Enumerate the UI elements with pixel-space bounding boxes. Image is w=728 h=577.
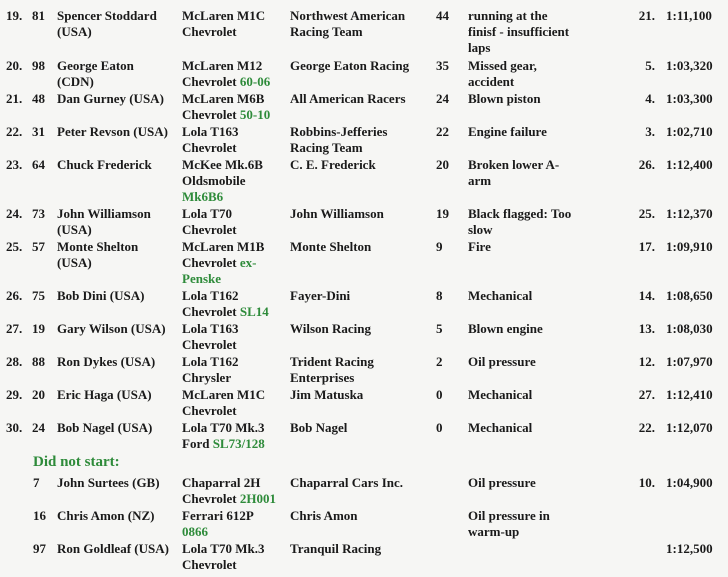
driver-cell-line: Ron Dykes (USA) (57, 354, 156, 369)
chassis-number: 2H001 (239, 491, 277, 506)
laps-completed: 24 (436, 91, 449, 106)
car-cell (182, 239, 290, 287)
retirement-reason-line: Oil pressure (468, 354, 536, 369)
car-model-text: Chevrolet (182, 222, 237, 237)
driver-cell-line: John Surtees (GB) (57, 475, 160, 490)
driver-cell-line: Monte Shelton (57, 239, 139, 254)
driver-cell-line: Chris Amon (NZ) (57, 508, 155, 523)
chassis-number: 0866 (182, 524, 208, 539)
finish-position: 21. (6, 91, 23, 106)
car-number: 57 (32, 239, 45, 254)
entrant-cell (290, 508, 435, 524)
retirement-reason-line: Oil pressure (468, 475, 536, 490)
entrant-cell-line: George Eaton Racing (290, 58, 410, 73)
driver-cell (57, 206, 181, 238)
finish-position: 22. (6, 124, 23, 139)
car-cell (182, 475, 290, 507)
retirement-reason-line: arm (468, 173, 492, 188)
entrant-cell-line: Bob Nagel (290, 420, 348, 435)
retirement-reason (468, 508, 588, 540)
qualifying-time: 1:02,710 (666, 124, 713, 139)
car-cell (182, 541, 290, 573)
entrant-cell-line: Chaparral Cars Inc. (290, 475, 404, 490)
car-cell (182, 288, 290, 320)
entrant-cell-line: Racing Team (290, 24, 363, 39)
car-line (182, 140, 290, 156)
grid-position: 4. (645, 91, 655, 106)
finish-position: 23. (6, 157, 23, 172)
car-line (182, 475, 290, 491)
laps-completed: 19 (436, 206, 449, 221)
car-cell (182, 508, 290, 540)
entrant-cell (290, 288, 435, 304)
driver-cell (57, 354, 181, 370)
grid-position: 22. (638, 420, 655, 435)
car-line (182, 239, 290, 255)
car-cell (182, 387, 290, 419)
driver-cell (57, 124, 181, 140)
retirement-reason (468, 475, 588, 491)
retirement-reason-line: Engine failure (468, 124, 547, 139)
car-line (182, 524, 290, 540)
car-number: 16 (33, 508, 46, 523)
car-number: 20 (32, 387, 45, 402)
finish-position: 27. (6, 321, 23, 336)
retirement-reason-line: Missed gear, (468, 58, 537, 73)
qualifying-time: 1:12,400 (666, 157, 713, 172)
car-model-text: Lola T163 (182, 124, 239, 139)
car-number: 98 (32, 58, 45, 73)
finish-position: 26. (6, 288, 23, 303)
driver-cell (57, 58, 181, 90)
entrant-cell (290, 124, 435, 156)
car-line (182, 387, 290, 403)
driver-cell-line: (USA) (57, 222, 92, 237)
car-line (182, 222, 290, 238)
entrant-cell (290, 58, 435, 74)
grid-position: 21. (638, 8, 655, 23)
retirement-reason-line: Broken lower A- (468, 157, 560, 172)
entrant-cell (290, 157, 435, 173)
entrant-cell (290, 475, 435, 491)
driver-cell-line: John Williamson (57, 206, 151, 221)
qualifying-time: 1:07,970 (666, 354, 713, 369)
finish-position: 24. (6, 206, 23, 221)
car-model-text: McLaren M1B (182, 239, 265, 254)
driver-cell-line: Peter Revson (USA) (57, 124, 168, 139)
car-line (182, 403, 290, 419)
qualifying-time: 1:12,070 (666, 420, 713, 435)
retirement-reason (468, 321, 588, 337)
entrant-cell-line: Monte Shelton (290, 239, 372, 254)
car-line (182, 304, 290, 320)
retirement-reason-line: warm-up (468, 524, 520, 539)
car-model-text: Lola T70 Mk.3 (182, 541, 265, 556)
car-number: 97 (33, 541, 46, 556)
car-model-text: Chevrolet (182, 557, 237, 572)
retirement-reason-line: running at the (468, 8, 548, 23)
car-number: 88 (32, 354, 45, 369)
car-line (182, 288, 290, 304)
finish-position: 19. (6, 8, 23, 23)
retirement-reason (468, 239, 588, 255)
car-line (182, 354, 290, 370)
entrant-cell (290, 387, 435, 403)
finish-position: 28. (6, 354, 23, 369)
laps-completed: 22 (436, 124, 449, 139)
laps-completed: 9 (436, 239, 443, 254)
car-line (182, 58, 290, 74)
driver-cell (57, 420, 181, 436)
qualifying-time: 1:08,030 (666, 321, 713, 336)
driver-cell-line: Bob Nagel (USA) (57, 420, 153, 435)
car-line (182, 206, 290, 222)
car-model-text: Ford (182, 436, 213, 451)
driver-cell-line: (USA) (57, 255, 92, 270)
qualifying-time: 1:11,100 (666, 8, 712, 23)
car-cell (182, 124, 290, 156)
chassis-number: 60-06 (239, 74, 271, 89)
retirement-reason-line: Oil pressure in (468, 508, 550, 523)
retirement-reason-line: Blown engine (468, 321, 543, 336)
retirement-reason (468, 58, 588, 90)
laps-completed: 44 (436, 8, 449, 23)
driver-cell-line: Eric Haga (USA) (57, 387, 152, 402)
driver-cell (57, 475, 181, 491)
car-model-text: Oldsmobile (182, 173, 246, 188)
retirement-reason-line: Black flagged: Too (468, 206, 572, 221)
driver-cell (57, 239, 181, 271)
entrant-cell-line: Robbins-Jefferies (290, 124, 388, 139)
car-line (182, 436, 290, 452)
car-cell (182, 58, 290, 90)
car-cell (182, 157, 290, 205)
retirement-reason (468, 157, 588, 189)
car-line (182, 173, 290, 189)
grid-position: 10. (638, 475, 655, 490)
entrant-cell (290, 206, 435, 222)
retirement-reason-line: Mechanical (468, 387, 533, 402)
car-model-text: Chevrolet (182, 491, 240, 506)
entrant-cell-line: Northwest American (290, 8, 406, 23)
entrant-cell-line: Tranquil Racing (290, 541, 382, 556)
retirement-reason-line: laps (468, 40, 491, 55)
retirement-reason (468, 288, 588, 304)
car-model-text: Chaparral 2H (182, 475, 261, 490)
car-number: 81 (32, 8, 45, 23)
qualifying-time: 1:12,410 (666, 387, 713, 402)
driver-cell-line: Spencer Stoddard (57, 8, 157, 23)
entrant-cell (290, 354, 435, 386)
car-line (182, 541, 290, 557)
qualifying-time: 1:08,650 (666, 288, 713, 303)
car-model-text: Lola T162 (182, 354, 239, 369)
qualifying-time: 1:12,500 (666, 541, 713, 556)
chassis-number: 50-10 (239, 107, 271, 122)
laps-completed: 0 (436, 387, 443, 402)
retirement-reason (468, 206, 588, 238)
car-model-text: Chevrolet (182, 304, 240, 319)
grid-position: 25. (638, 206, 655, 221)
grid-position: 14. (638, 288, 655, 303)
car-cell (182, 321, 290, 353)
driver-cell (57, 387, 181, 403)
car-number: 48 (32, 91, 45, 106)
entrant-cell-line: Wilson Racing (290, 321, 372, 336)
grid-position: 3. (645, 124, 655, 139)
driver-cell (57, 541, 181, 557)
grid-position: 26. (638, 157, 655, 172)
car-line (182, 321, 290, 337)
laps-completed: 35 (436, 58, 449, 73)
car-model-text: McLaren M12 (182, 58, 263, 73)
chassis-number: SL14 (239, 304, 269, 319)
car-line (182, 124, 290, 140)
driver-cell-line: (USA) (57, 24, 92, 39)
driver-cell-line: (CDN) (57, 74, 94, 89)
car-model-text: Lola T162 (182, 288, 239, 303)
car-line (182, 8, 290, 24)
qualifying-time: 1:03,300 (666, 91, 713, 106)
car-line (182, 157, 290, 173)
driver-cell (57, 321, 181, 337)
car-model-text: Chevrolet (182, 255, 240, 270)
qualifying-time: 1:04,900 (666, 475, 713, 490)
qualifying-time: 1:12,370 (666, 206, 713, 221)
car-line (182, 420, 290, 436)
entrant-cell-line: Racing Team (290, 140, 363, 155)
car-model-text: McLaren M1C (182, 8, 266, 23)
car-model-text: Chevrolet (182, 337, 237, 352)
car-model-text: Chrysler (182, 370, 232, 385)
entrant-cell (290, 541, 435, 557)
qualifying-time: 1:03,320 (666, 58, 713, 73)
retirement-reason (468, 91, 588, 107)
car-line (182, 91, 290, 107)
entrant-cell-line: Trident Racing (290, 354, 374, 369)
driver-cell-line: Ron Goldleaf (USA) (57, 541, 169, 556)
entrant-cell-line: All American Racers (290, 91, 406, 106)
car-line (182, 508, 290, 524)
driver-cell-line: Dan Gurney (USA) (57, 91, 164, 106)
finish-position: 30. (6, 420, 23, 435)
car-cell (182, 420, 290, 452)
chassis-number: Penske (182, 271, 221, 286)
laps-completed: 5 (436, 321, 443, 336)
car-cell (182, 8, 290, 40)
laps-completed: 20 (436, 157, 449, 172)
retirement-reason-line: slow (468, 222, 493, 237)
car-number: 19 (32, 321, 45, 336)
car-model-text: Chevrolet (182, 74, 240, 89)
entrant-cell-line: Fayer-Dini (290, 288, 351, 303)
entrant-cell-line: Jim Matuska (290, 387, 364, 402)
retirement-reason-line: Mechanical (468, 420, 533, 435)
entrant-cell-line: C. E. Frederick (290, 157, 376, 172)
chassis-number: Mk6B6 (182, 189, 224, 204)
grid-position: 5. (645, 58, 655, 73)
car-number: 75 (32, 288, 45, 303)
car-line (182, 557, 290, 573)
driver-cell (57, 508, 181, 524)
did-not-start-heading: Did not start: (33, 454, 120, 470)
car-cell (182, 354, 290, 386)
car-line (182, 337, 290, 353)
retirement-reason (468, 354, 588, 370)
retirement-reason (468, 420, 588, 436)
car-line (182, 491, 290, 507)
car-model-text: Chevrolet (182, 140, 237, 155)
chassis-number: SL73/128 (212, 436, 265, 451)
retirement-reason-line: finisf - insufficient (468, 24, 570, 39)
grid-position: 17. (638, 239, 655, 254)
driver-cell (57, 8, 181, 40)
car-cell (182, 206, 290, 238)
laps-completed: 8 (436, 288, 443, 303)
grid-position: 27. (638, 387, 655, 402)
car-cell (182, 91, 290, 123)
grid-position: 13. (638, 321, 655, 336)
car-line (182, 271, 290, 287)
entrant-cell (290, 420, 435, 436)
car-model-text: Lola T70 (182, 206, 232, 221)
car-number: 7 (33, 475, 40, 490)
car-model-text: Chevrolet (182, 403, 237, 418)
driver-cell-line: Gary Wilson (USA) (57, 321, 166, 336)
entrant-cell (290, 8, 435, 40)
retirement-reason-line: accident (468, 74, 515, 89)
car-line (182, 370, 290, 386)
entrant-cell (290, 239, 435, 255)
entrant-cell (290, 321, 435, 337)
entrant-cell (290, 91, 435, 107)
chassis-number: ex- (239, 255, 257, 270)
driver-cell-line: George Eaton (57, 58, 134, 73)
laps-completed: 0 (436, 420, 443, 435)
laps-completed: 2 (436, 354, 443, 369)
car-number: 31 (32, 124, 45, 139)
driver-cell (57, 288, 181, 304)
car-number: 73 (32, 206, 45, 221)
driver-cell (57, 91, 181, 107)
driver-cell-line: Bob Dini (USA) (57, 288, 145, 303)
retirement-reason-line: Mechanical (468, 288, 533, 303)
car-model-text: Chevrolet (182, 107, 240, 122)
retirement-reason (468, 124, 588, 140)
entrant-cell-line: Chris Amon (290, 508, 358, 523)
car-line (182, 74, 290, 90)
grid-position: 12. (638, 354, 655, 369)
retirement-reason (468, 387, 588, 403)
car-model-text: Ferrari 612P (182, 508, 254, 523)
car-model-text: Lola T70 Mk.3 (182, 420, 265, 435)
driver-cell (57, 157, 181, 173)
car-line (182, 189, 290, 205)
finish-position: 29. (6, 387, 23, 402)
driver-cell-line: Chuck Frederick (57, 157, 152, 172)
entrant-cell-line: Enterprises (290, 370, 355, 385)
entrant-cell-line: John Williamson (290, 206, 384, 221)
car-number: 64 (32, 157, 45, 172)
car-line (182, 24, 290, 40)
car-model-text: Chevrolet (182, 24, 237, 39)
retirement-reason-line: Blown piston (468, 91, 541, 106)
car-line (182, 107, 290, 123)
qualifying-time: 1:09,910 (666, 239, 713, 254)
car-model-text: Lola T163 (182, 321, 239, 336)
finish-position: 25. (6, 239, 23, 254)
retirement-reason (468, 8, 588, 56)
car-model-text: McKee Mk.6B (182, 157, 263, 172)
car-line (182, 255, 290, 271)
car-number: 24 (32, 420, 45, 435)
car-model-text: McLaren M6B (182, 91, 265, 106)
retirement-reason-line: Fire (468, 239, 491, 254)
car-model-text: McLaren M1C (182, 387, 266, 402)
finish-position: 20. (6, 58, 23, 73)
